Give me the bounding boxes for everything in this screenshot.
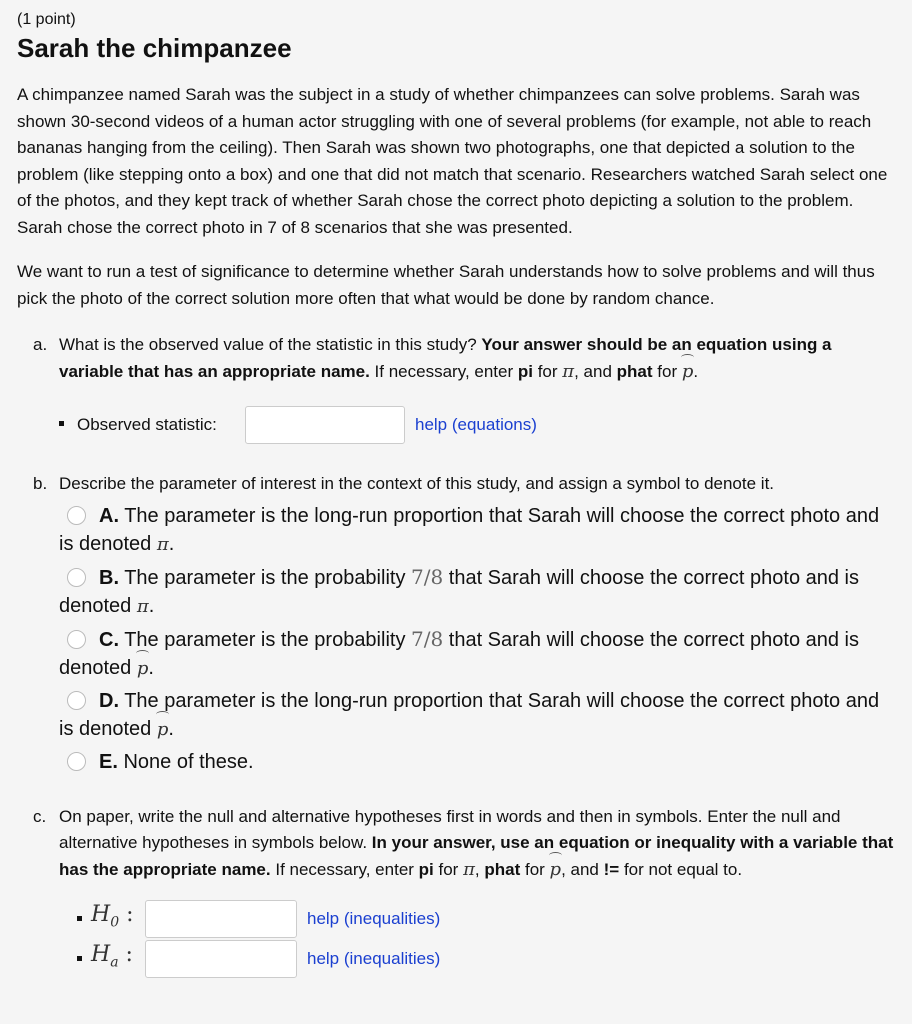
phat-keyword: phat <box>484 859 521 879</box>
colon: : <box>125 942 133 968</box>
part-b-letter: b. <box>33 474 48 493</box>
question-parts <box>17 332 898 979</box>
phat-symbol: p <box>550 857 562 884</box>
pi-keyword: pi <box>517 361 533 381</box>
part-a-text: for <box>532 361 563 381</box>
alt-hypothesis-symbol <box>91 942 145 976</box>
phat-symbol: p <box>157 716 169 744</box>
part-c-text: for <box>433 859 464 879</box>
part-c-text: , and <box>561 859 604 879</box>
observed-statistic-row <box>59 405 898 445</box>
part-a-bold-instruction: Your answer should be an equation using a variable that has an appropriate name. <box>59 335 832 381</box>
option-e-key: E. <box>99 750 118 773</box>
part-b <box>17 471 898 776</box>
fraction-7-8: 7/8 <box>411 626 444 651</box>
colon: : <box>126 902 134 928</box>
option-c[interactable] <box>17 625 898 683</box>
option-b-text: that Sarah will choose the correct photo and is denoted <box>59 566 859 617</box>
option-c-radio[interactable] <box>67 630 86 649</box>
observed-statistic-input[interactable] <box>245 406 405 444</box>
part-a-letter: a. <box>33 335 48 354</box>
part-c-text: , <box>474 859 485 879</box>
h0-subscript: 0 <box>110 914 120 931</box>
option-e[interactable] <box>17 748 898 776</box>
pi-symbol: π <box>562 360 575 382</box>
problem-title: Sarah the chimpanzee <box>17 33 292 63</box>
part-c-bold-instruction: In your answer, use an equation or inequality with a variable that has the appropriate name. <box>59 833 894 879</box>
intro-paragraph: A chimpanzee named Sarah was the subject in a study of whether chimpanzees can solve problems. Sarah was shown 30-second videos of a human actor struggling with one of several problems (for example, not able to reach bananas hanging from the ceiling). Then Sarah was shown two photographs, one that depicted a solution to the problem (like stepping onto a box) and one that did not match that scenario. Researchers watched Sarah select one of the photos, and they kept track of whether Sarah chose the correct photo depicting a solution to the problem. Sarah chose the correct photo in 7 of 8 scenarios that she was presented. <box>17 85 888 237</box>
option-e-radio[interactable] <box>67 752 86 771</box>
help-inequalities-link-alt[interactable]: help (inequalities) <box>307 948 441 968</box>
pi-symbol: π <box>463 858 475 880</box>
part-c-text: If necessary, enter <box>270 859 419 879</box>
test-paragraph: We want to run a test of significance to determine whether Sarah understands how to solve problems and will thus pick the photo of the correct solution more often that what would be done by random chance. <box>17 262 875 308</box>
part-a <box>17 332 898 445</box>
part-a-text: If necessary, enter <box>369 361 518 381</box>
option-e-text: None of these. <box>117 750 254 773</box>
period: . <box>148 594 155 617</box>
option-d[interactable] <box>17 687 898 744</box>
pi-keyword: pi <box>418 859 434 879</box>
option-d-text: The parameter is the long-run proportion that Sarah will choose the correct photo and is denoted <box>59 689 880 740</box>
option-c-text: The parameter is the probability <box>119 628 412 651</box>
option-a[interactable] <box>17 502 898 559</box>
alt-hypothesis-input[interactable] <box>145 940 297 978</box>
alt-hypothesis-row <box>77 939 898 979</box>
phat-symbol: p <box>682 359 694 386</box>
part-c-text: for <box>520 859 550 879</box>
option-b[interactable] <box>17 563 898 621</box>
part-a-text: . <box>693 361 699 381</box>
ha-subscript: a <box>110 954 119 971</box>
option-b-radio[interactable] <box>67 568 86 587</box>
option-a-key: A. <box>99 504 119 527</box>
help-equations-link[interactable]: help (equations) <box>415 414 537 434</box>
part-a-text: for <box>652 361 682 381</box>
bullet <box>77 956 82 961</box>
part-a-question: What is the observed value of the statistic in this study? <box>59 335 482 354</box>
option-d-key: D. <box>99 689 119 712</box>
part-c-text: for not equal to. <box>619 859 743 879</box>
bullet <box>77 916 82 921</box>
period: . <box>168 532 175 555</box>
part-a-text: , and <box>574 361 617 381</box>
phat-keyword: phat <box>616 361 653 381</box>
option-a-text: The parameter is the long-run proportion that Sarah will choose the correct photo and is denoted <box>59 504 880 555</box>
help-inequalities-link-null[interactable]: help (inequalities) <box>307 908 441 928</box>
option-b-key: B. <box>99 566 119 589</box>
period: . <box>168 717 174 740</box>
part-c <box>17 804 898 980</box>
period: . <box>148 656 154 679</box>
phat-symbol: p <box>137 655 149 683</box>
option-c-key: C. <box>99 628 119 651</box>
h-letter: H <box>91 902 111 928</box>
part-c-question: On paper, write the null and alternative hypotheses first in words and then in symbols. Enter the null and alternative hypotheses in symbols below. <box>59 806 841 852</box>
observed-statistic-label: Observed statistic: <box>77 414 217 434</box>
part-c-letter: c. <box>33 806 47 826</box>
points-label: (1 point) <box>17 11 76 28</box>
h-letter: H <box>91 942 111 968</box>
null-hypothesis-symbol <box>91 902 145 936</box>
null-hypothesis-row <box>77 899 898 939</box>
option-d-radio[interactable] <box>67 691 86 710</box>
fraction-7-8: 7/8 <box>411 564 444 589</box>
part-b-question: Describe the parameter of interest in the context of this study, and assign a symbol to denote it. <box>59 474 775 493</box>
pi-symbol: π <box>136 595 149 617</box>
pi-symbol: π <box>156 533 169 555</box>
option-c-text: that Sarah will choose the correct photo and is denoted <box>59 628 859 679</box>
option-a-radio[interactable] <box>67 506 86 525</box>
null-hypothesis-input[interactable] <box>145 900 297 938</box>
option-b-text: The parameter is the probability <box>119 566 412 589</box>
bullet <box>59 421 64 426</box>
not-equal-keyword: != <box>603 859 620 879</box>
